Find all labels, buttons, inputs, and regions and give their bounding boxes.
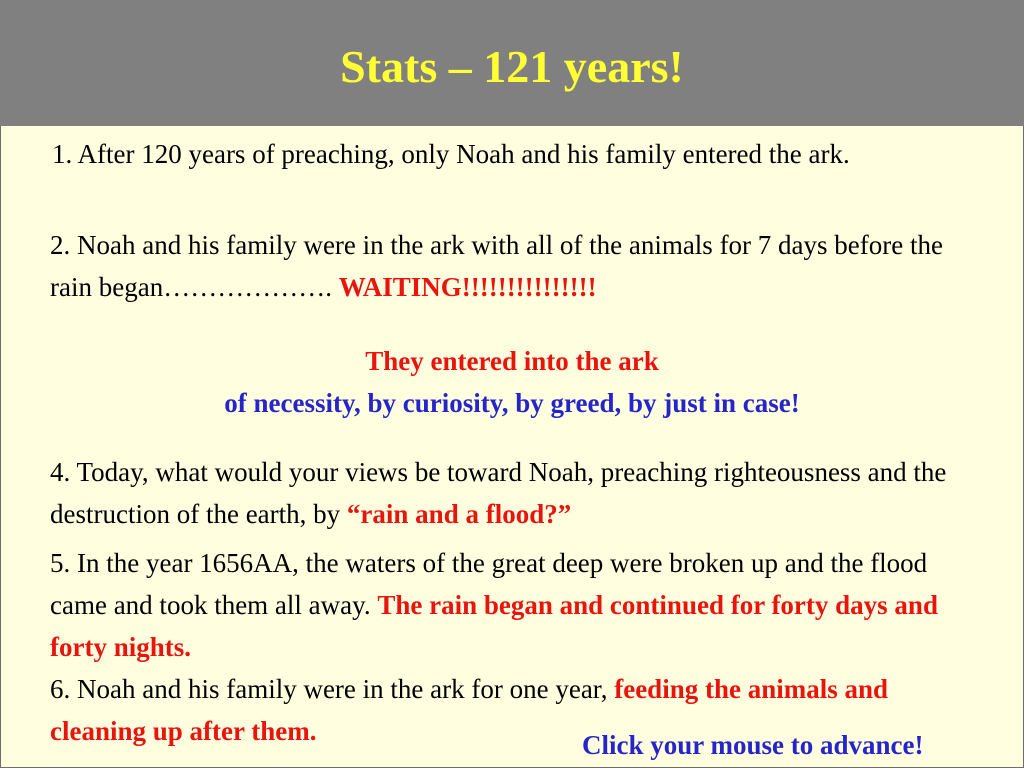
callout-line-2: of necessity, by curiosity, by greed, by just in case! — [224, 388, 800, 418]
item-5-text: 5. In the year 1656AA, the waters of the great deep were broken up and the flood came and took them all away. — [50, 548, 928, 620]
item-4-text: 4. Today, what would your views be toward Noah, preaching righteousness and the destruction of the earth, by — [50, 457, 947, 529]
advance-prompt[interactable]: Click your mouse to advance! — [582, 730, 924, 760]
item-1 — [52, 133, 972, 175]
item-2 — [50, 224, 980, 308]
item-4 — [50, 451, 1020, 535]
item-2-emphasis: WAITING!!!!!!!!!!!!!!! — [338, 272, 597, 302]
item-2-text: 2. Noah and his family were in the ark with all of the animals for 7 days before the rain began………………. — [50, 230, 943, 302]
slide-title: Stats – 121 years! — [340, 41, 684, 92]
item-1-text: 1. After 120 years of preaching, only Noah and his family entered the ark. — [52, 139, 850, 169]
callout-line-1: They entered into the ark — [365, 346, 659, 376]
item-6-emphasis: feeding the animals and cleaning up after them. — [50, 674, 889, 746]
item-6-text: 6. Noah and his family were in the ark for one year, — [50, 674, 615, 704]
item-5 — [50, 542, 980, 668]
item-5-emphasis: The rain began and continued for forty days and forty nights. — [50, 590, 938, 662]
callout — [0, 340, 1024, 424]
item-4-emphasis: “rain and a flood?” — [346, 499, 572, 529]
